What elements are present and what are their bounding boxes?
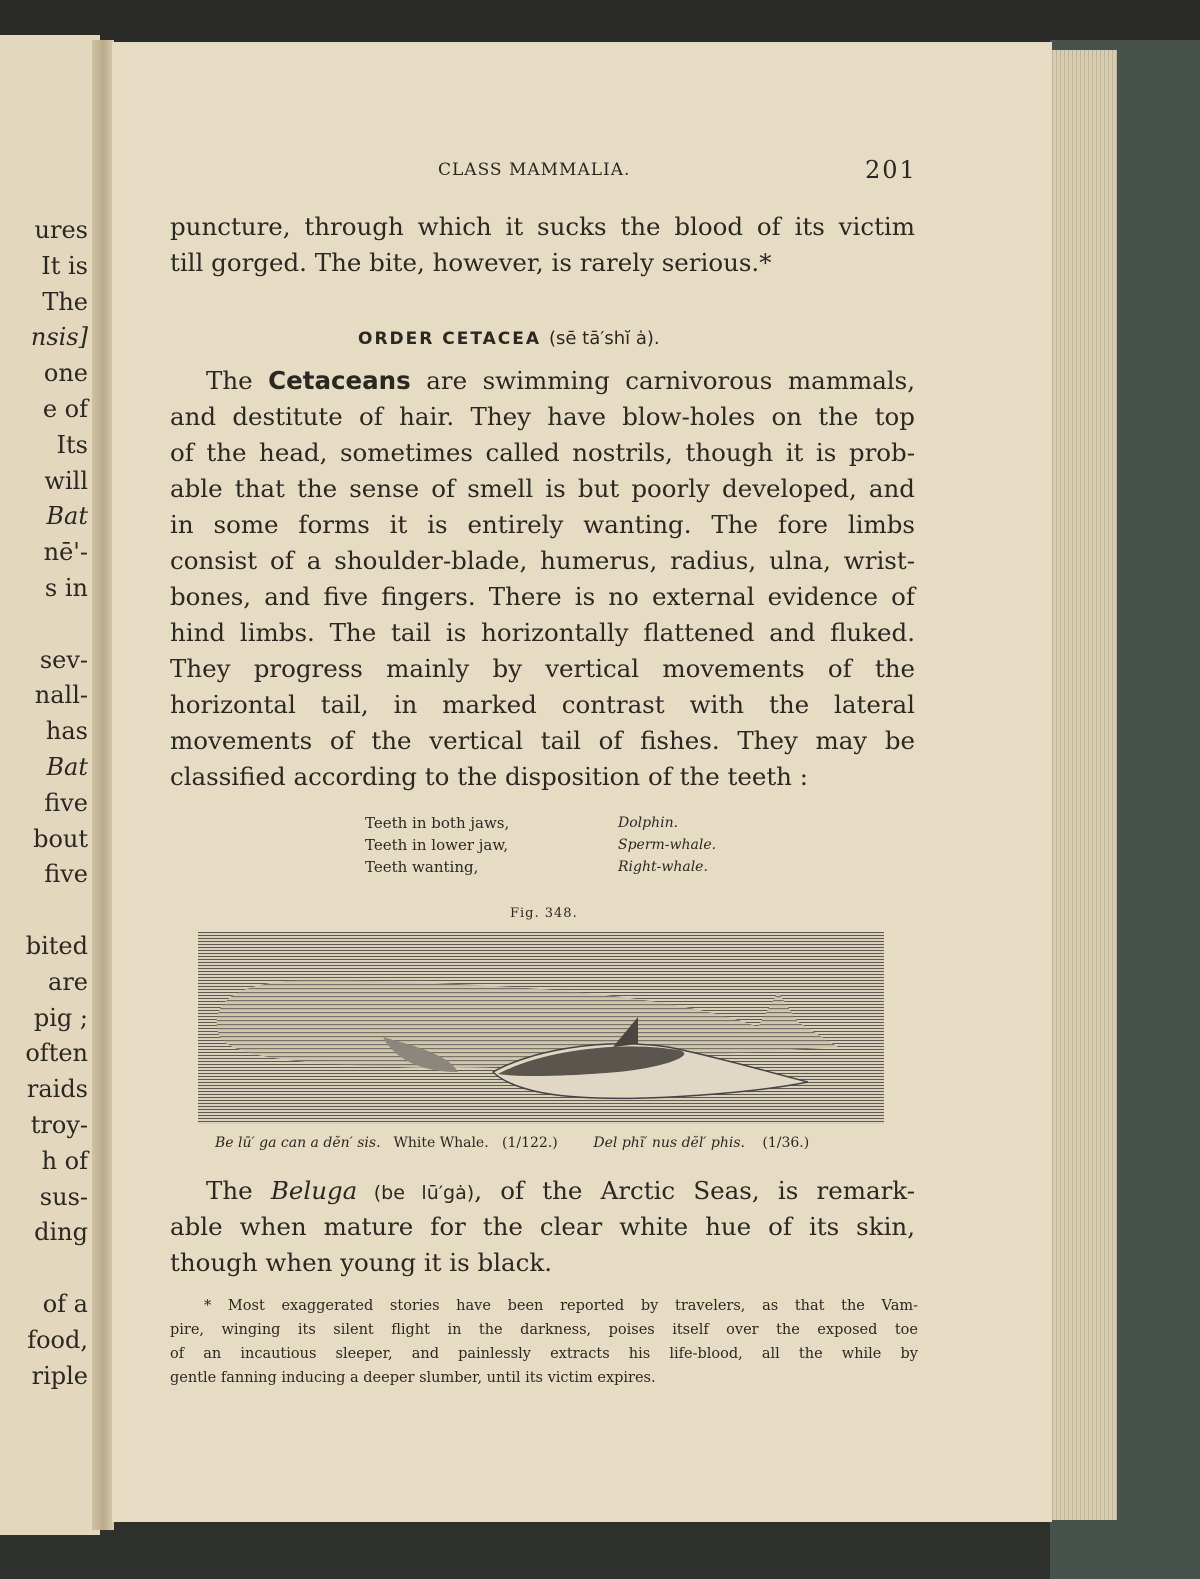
teeth-example: Right-whale. xyxy=(618,859,708,875)
left-page-fragment: five xyxy=(44,860,88,889)
text-line: in some forms it is entirely wanting. The fore limbs xyxy=(170,510,915,539)
left-page-text xyxy=(0,0,96,1579)
left-page-fragment: food, xyxy=(27,1325,88,1354)
left-page-fragment: one xyxy=(43,359,88,388)
caption-scientific-name: Be lū′ ga can a dĕn′ sis. xyxy=(215,1135,381,1151)
text-line: till gorged. The bite, however, is rarely serious.* xyxy=(170,248,772,277)
figure-label: Fig. 348. xyxy=(510,906,578,921)
pronunciation: (be lū′gȧ) xyxy=(357,1182,475,1204)
running-title: CLASS MAMMALIA. xyxy=(438,160,631,180)
left-page-fragment: ures xyxy=(34,216,88,244)
teeth-example: Dolphin. xyxy=(618,815,679,831)
teeth-label: Teeth wanting, xyxy=(365,858,479,876)
text-line: horizontal tail, in marked contrast with the lateral xyxy=(170,690,915,719)
left-page-fragment: e of xyxy=(42,395,88,423)
caption-scale: (1/36.) xyxy=(762,1135,810,1151)
left-page-fragment: sus- xyxy=(39,1182,88,1211)
left-page-fragment: are xyxy=(48,967,88,996)
text-line: and destitute of hair. They have blow-holes on the top xyxy=(170,402,915,431)
left-page-fragment: raids xyxy=(26,1075,88,1104)
left-page-fragment: of a xyxy=(42,1290,88,1318)
left-page-fragment: s in xyxy=(44,574,88,602)
italic-term: Beluga xyxy=(270,1176,358,1205)
section-heading xyxy=(358,328,660,349)
left-page-fragment: Its xyxy=(56,430,88,459)
text-line: bones, and five fingers. There is no external evidence of xyxy=(170,582,915,611)
left-page-fragment: riple xyxy=(31,1361,88,1390)
teeth-label: Teeth in lower jaw, xyxy=(365,836,509,854)
left-page-fragment: Bat xyxy=(46,753,88,781)
bold-term: Cetaceans xyxy=(268,366,411,395)
caption-scientific-name: Del phī′ nus dĕl′ phis. xyxy=(593,1135,746,1151)
footnote-line: pire, winging its silent flight in the darkness, poises itself over the exposed toe xyxy=(170,1322,918,1338)
caption-common-name: White Whale. xyxy=(393,1135,489,1151)
left-page-fragment: nsis] xyxy=(30,323,88,352)
left-page-fragment: It is xyxy=(41,251,88,280)
left-page-fragment: nē'- xyxy=(43,538,88,567)
left-page-fragment: has xyxy=(45,717,88,746)
text-line: of the head, sometimes called nostrils, though it is prob- xyxy=(170,438,915,467)
text-line: classified according to the disposition of the teeth : xyxy=(170,762,808,791)
text-line: puncture, through which it sucks the blood of its victim xyxy=(170,212,915,241)
left-page-fragment: The xyxy=(42,287,88,316)
text-line: The Beluga (be lū′gȧ), of the Arctic Seas, is remark- xyxy=(206,1176,915,1205)
background xyxy=(0,0,1200,45)
left-page-fragment: will xyxy=(44,466,88,495)
left-page-fragment: bout xyxy=(33,824,88,853)
left-page-fragment: nall- xyxy=(34,681,88,710)
text-line: They progress mainly by vertical movements of the xyxy=(170,654,915,683)
whale-dolphin-engraving xyxy=(198,932,884,1124)
footnote-line: of an incautious sleeper, and painlessly extracts his life-blood, all the while by xyxy=(170,1346,918,1362)
text-line: able that the sense of smell is but poorly developed, and xyxy=(170,474,915,503)
left-page-fragment: pig ; xyxy=(33,1003,88,1032)
text-line: consist of a shoulder-blade, humerus, radius, ulna, wrist- xyxy=(170,546,915,575)
teeth-example: Sperm-whale. xyxy=(618,837,717,853)
heading-title: ORDER CETACEA xyxy=(358,329,542,349)
text-line: The Cetaceans are swimming carnivorous mammals, xyxy=(206,366,915,395)
footnote-line: * Most exaggerated stories have been reported by travelers, as that the Vam- xyxy=(204,1298,918,1314)
left-page-fragment: often xyxy=(25,1039,88,1068)
page-edges xyxy=(1045,50,1117,1520)
text-line: though when young it is black. xyxy=(170,1248,552,1277)
left-page-fragment: five xyxy=(44,788,88,817)
gutter xyxy=(92,40,114,1530)
text-line: able when mature for the clear white hue of its skin, xyxy=(170,1212,915,1241)
text-line: movements of the vertical tail of fishes. They may be xyxy=(170,726,915,755)
left-page-fragment: bited xyxy=(25,932,88,960)
caption-scale: (1/122.) xyxy=(502,1135,558,1151)
left-page-fragment: Bat xyxy=(46,502,88,531)
text-line: hind limbs. The tail is horizontally flattened and fluked. xyxy=(170,618,915,647)
figure-caption xyxy=(215,1135,809,1151)
left-page-fragment: h of xyxy=(41,1146,88,1175)
teeth-label: Teeth in both jaws, xyxy=(365,814,510,832)
footnote-line: gentle fanning inducing a deeper slumber, until its victim expires. xyxy=(170,1370,656,1386)
left-page-fragment: sev- xyxy=(39,645,88,674)
heading-pronunciation: (sē tā′shĭ ȧ). xyxy=(548,328,660,349)
left-page-fragment: troy- xyxy=(30,1111,88,1139)
left-page-fragment: ding xyxy=(34,1218,88,1247)
page-number: 201 xyxy=(865,156,917,184)
